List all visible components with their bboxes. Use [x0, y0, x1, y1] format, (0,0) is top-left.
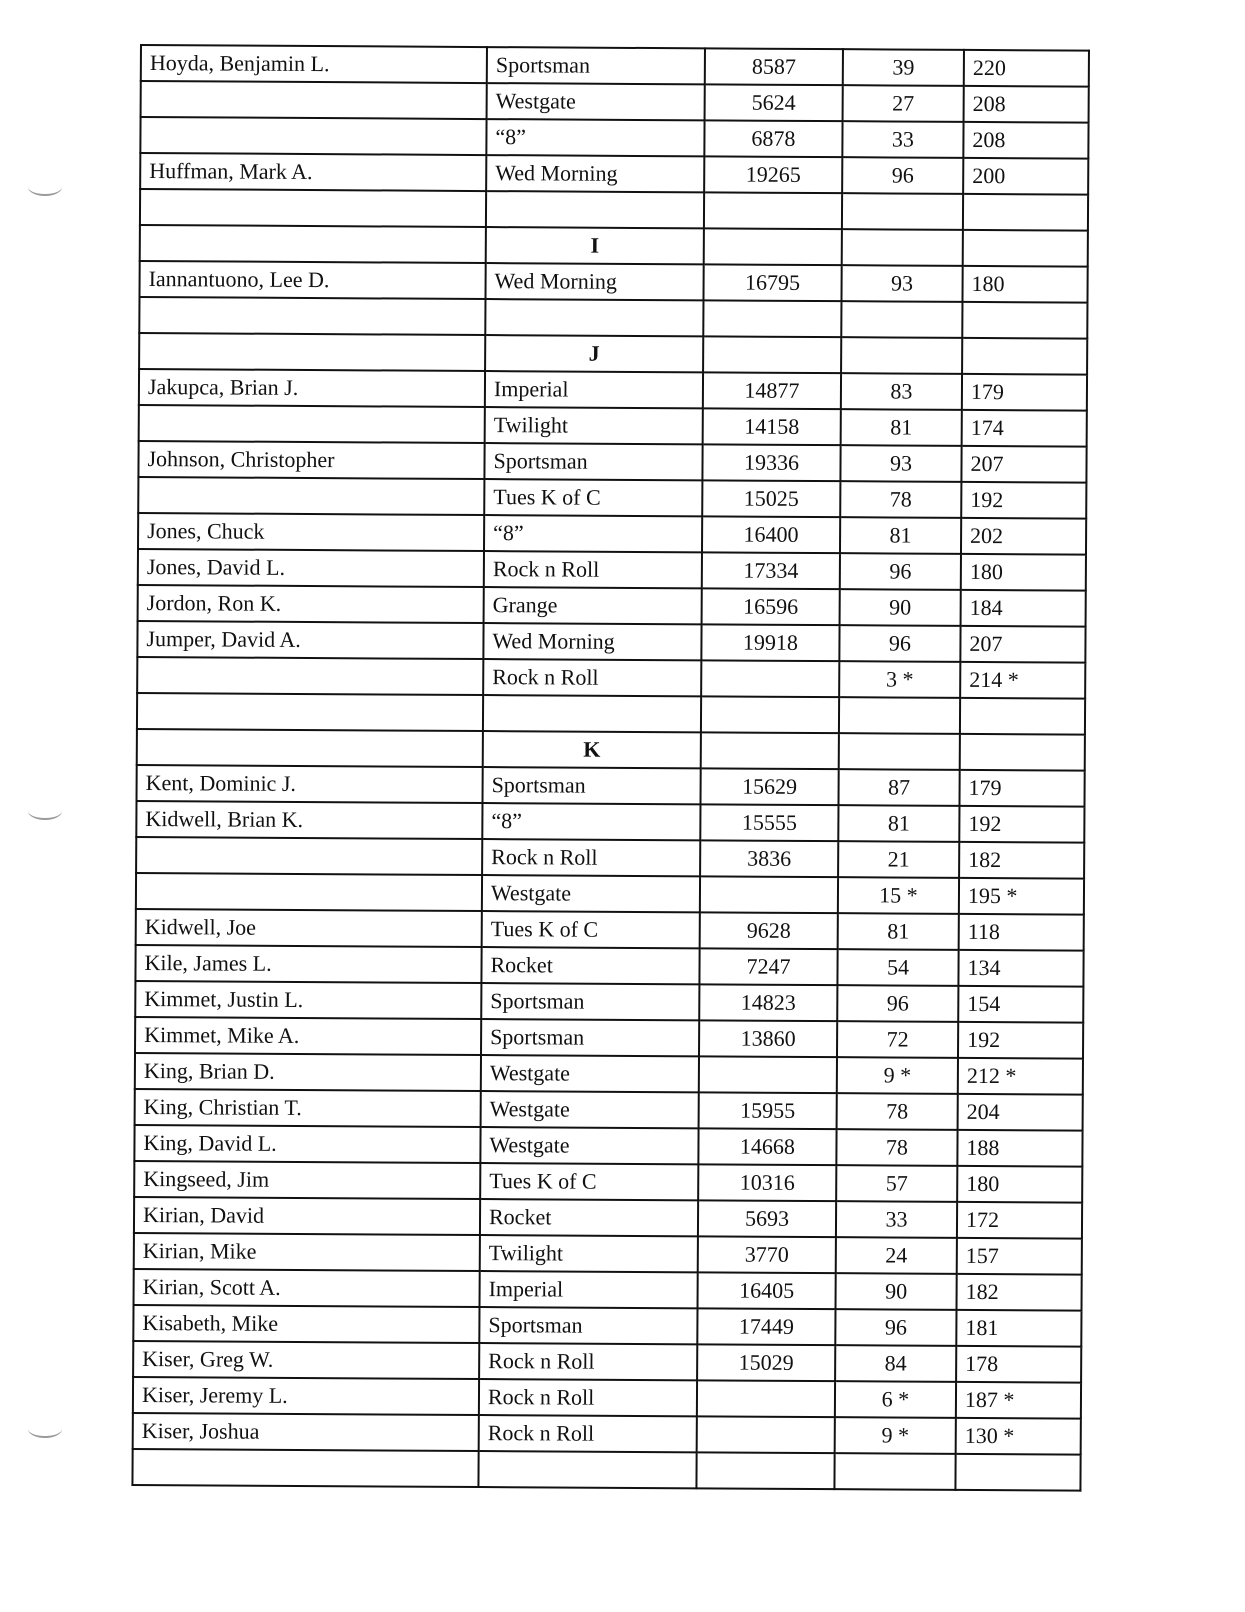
table-row	[139, 369, 1087, 411]
league-cell: Grange	[484, 587, 702, 624]
total-pins-cell	[704, 228, 842, 265]
average-cell: 200	[963, 158, 1088, 195]
bowler-name-cell: Hoyda, Benjamin L.	[141, 45, 487, 83]
bowler-name-cell: Kidwell, Joe	[136, 909, 482, 947]
league-cell: Sportsman	[479, 1307, 697, 1344]
total-pins-cell	[697, 1380, 835, 1417]
games-cell: 33	[842, 121, 963, 158]
table-row	[137, 765, 1085, 807]
bowler-name-cell: Huffman, Mark A.	[140, 153, 486, 191]
league-cell: Rock n Roll	[479, 1415, 697, 1452]
bowler-name-cell: Jakupca, Brian J.	[139, 369, 485, 407]
table-row	[139, 405, 1087, 447]
total-pins-cell: 15555	[700, 804, 838, 841]
average-cell	[963, 230, 1088, 267]
games-cell: 96	[837, 985, 958, 1022]
average-cell: 134	[958, 950, 1083, 987]
average-cell: 208	[963, 122, 1088, 159]
table-row	[135, 945, 1083, 987]
league-cell	[486, 191, 704, 228]
league-cell: Sportsman	[484, 443, 702, 480]
bowler-name-cell: King, Brian D.	[135, 1053, 481, 1091]
bowler-name-cell	[139, 333, 485, 371]
league-cell: Rock n Roll	[484, 551, 702, 588]
bowler-name-cell: King, Christian T.	[135, 1089, 481, 1127]
average-cell: 214 *	[960, 662, 1085, 699]
league-cell: “8”	[482, 803, 700, 840]
table-row	[137, 693, 1085, 735]
average-cell: 192	[958, 1022, 1083, 1059]
total-pins-cell: 5693	[698, 1200, 836, 1237]
league-cell: Rock n Roll	[483, 659, 701, 696]
league-cell: Rock n Roll	[479, 1343, 697, 1380]
bowler-name-cell: Kirian, Mike	[134, 1233, 480, 1271]
average-cell: 184	[961, 590, 1086, 627]
games-cell: 81	[838, 913, 959, 950]
bowler-name-cell	[137, 657, 483, 695]
games-cell: 72	[837, 1021, 958, 1058]
table-row	[133, 1413, 1081, 1455]
total-pins-cell	[701, 660, 839, 697]
average-cell: 212 *	[958, 1058, 1083, 1095]
bowler-name-cell: Iannantuono, Lee D.	[139, 261, 485, 299]
games-cell: 21	[838, 841, 959, 878]
table-row	[135, 981, 1083, 1023]
average-cell: 207	[961, 446, 1086, 483]
table-row	[136, 909, 1084, 951]
table-row	[140, 225, 1088, 267]
bowler-name-cell: Kidwell, Brian K.	[136, 801, 482, 839]
league-cell	[485, 299, 703, 336]
average-cell: 118	[959, 914, 1084, 951]
table-row	[135, 1017, 1083, 1059]
games-cell: 90	[840, 589, 961, 626]
average-cell: 130 *	[956, 1418, 1081, 1455]
bowler-name-cell: Kiser, Joshua	[133, 1413, 479, 1451]
table-row	[135, 1053, 1083, 1095]
total-pins-cell: 14158	[703, 408, 841, 445]
games-cell	[842, 193, 963, 230]
games-cell: 3 *	[839, 661, 960, 698]
league-cell: Tues K of C	[484, 479, 702, 516]
total-pins-cell: 19336	[702, 444, 840, 481]
total-pins-cell: 15629	[700, 768, 838, 805]
bowler-name-cell	[136, 837, 482, 875]
games-cell: 93	[840, 445, 961, 482]
bowler-name-cell	[140, 117, 486, 155]
table-row	[139, 333, 1087, 375]
bowler-name-cell	[139, 405, 485, 443]
table-row	[134, 1161, 1082, 1203]
games-cell: 33	[836, 1201, 957, 1238]
section-letter-heading: I	[486, 227, 704, 264]
games-cell	[834, 1453, 955, 1490]
league-cell	[478, 1451, 696, 1488]
table-row	[138, 441, 1086, 483]
total-pins-cell	[701, 696, 839, 733]
table-row	[139, 297, 1087, 339]
total-pins-cell: 3770	[698, 1236, 836, 1273]
punch-hole-mark	[28, 1420, 62, 1438]
bowler-name-cell	[136, 873, 482, 911]
games-cell: 24	[836, 1237, 957, 1274]
section-letter-heading: K	[483, 731, 701, 768]
bowler-name-cell: Kisabeth, Mike	[133, 1305, 479, 1343]
bowler-name-cell: Kimmet, Mike A.	[135, 1017, 481, 1055]
games-cell: 78	[840, 481, 961, 518]
bowler-name-cell: King, David L.	[134, 1125, 480, 1163]
bowler-name-cell	[140, 189, 486, 227]
table-row	[136, 801, 1084, 843]
average-cell	[955, 1454, 1080, 1491]
total-pins-cell: 16795	[703, 264, 841, 301]
table-row	[137, 729, 1085, 771]
games-cell	[841, 337, 962, 374]
bowler-name-cell: Kirian, Scott A.	[134, 1269, 480, 1307]
games-cell: 96	[835, 1309, 956, 1346]
games-cell: 39	[843, 49, 964, 86]
table-row	[138, 549, 1086, 591]
table-row	[140, 153, 1088, 195]
league-cell: Rock n Roll	[482, 839, 700, 876]
total-pins-cell	[700, 876, 838, 913]
total-pins-cell: 17449	[697, 1308, 835, 1345]
average-cell: 174	[962, 410, 1087, 447]
games-cell	[839, 697, 960, 734]
bowler-name-cell: Kingseed, Jim	[134, 1161, 480, 1199]
league-cell: Twilight	[480, 1235, 698, 1272]
bowler-name-cell	[141, 81, 487, 119]
total-pins-cell	[696, 1452, 834, 1489]
total-pins-cell: 13860	[699, 1020, 837, 1057]
bowler-roster-table	[131, 44, 1090, 1492]
total-pins-cell: 19265	[704, 156, 842, 193]
league-cell: “8”	[486, 119, 704, 156]
games-cell: 93	[841, 265, 962, 302]
total-pins-cell: 14668	[698, 1128, 836, 1165]
league-cell: Tues K of C	[482, 911, 700, 948]
games-cell: 81	[838, 805, 959, 842]
total-pins-cell	[704, 192, 842, 229]
total-pins-cell	[701, 732, 839, 769]
games-cell: 81	[841, 409, 962, 446]
total-pins-cell: 17334	[702, 552, 840, 589]
bowler-name-cell: Kimmet, Justin L.	[135, 981, 481, 1019]
league-cell: Westgate	[481, 1091, 699, 1128]
league-cell: Rocket	[480, 1199, 698, 1236]
total-pins-cell: 14823	[699, 984, 837, 1021]
games-cell	[841, 301, 962, 338]
table-row	[141, 45, 1089, 87]
games-cell: 15 *	[838, 877, 959, 914]
average-cell: 195 *	[959, 878, 1084, 915]
games-cell: 54	[837, 949, 958, 986]
average-cell: 154	[958, 986, 1083, 1023]
average-cell: 192	[961, 482, 1086, 519]
games-cell: 84	[835, 1345, 956, 1382]
average-cell: 157	[957, 1238, 1082, 1275]
table-row	[138, 477, 1086, 519]
games-cell: 57	[836, 1165, 957, 1202]
games-cell: 78	[836, 1129, 957, 1166]
league-cell: Westgate	[481, 1055, 699, 1092]
average-cell: 220	[964, 50, 1089, 87]
league-cell: Westgate	[487, 83, 705, 120]
average-cell: 180	[962, 266, 1087, 303]
average-cell: 180	[957, 1166, 1082, 1203]
bowler-name-cell	[137, 729, 483, 767]
league-cell: Sportsman	[481, 1019, 699, 1056]
total-pins-cell	[697, 1416, 835, 1453]
bowler-name-cell: Jones, Chuck	[138, 513, 484, 551]
total-pins-cell: 16405	[698, 1272, 836, 1309]
average-cell: 187 *	[956, 1382, 1081, 1419]
table-row	[138, 585, 1086, 627]
games-cell: 83	[841, 373, 962, 410]
table-row	[140, 189, 1088, 231]
games-cell	[839, 733, 960, 770]
roster-body	[132, 45, 1089, 1491]
bowler-name-cell	[132, 1449, 478, 1487]
league-cell: Tues K of C	[480, 1163, 698, 1200]
bowler-name-cell: Johnson, Christopher	[138, 441, 484, 479]
total-pins-cell: 19918	[701, 624, 839, 661]
total-pins-cell	[699, 1056, 837, 1093]
table-row	[134, 1197, 1082, 1239]
table-row	[135, 1089, 1083, 1131]
table-row	[132, 1449, 1080, 1491]
league-cell: Rocket	[481, 947, 699, 984]
league-cell: “8”	[484, 515, 702, 552]
total-pins-cell: 9628	[700, 912, 838, 949]
table-row	[133, 1377, 1081, 1419]
total-pins-cell	[703, 300, 841, 337]
league-cell: Wed Morning	[485, 263, 703, 300]
average-cell: 188	[957, 1130, 1082, 1167]
total-pins-cell: 14877	[703, 372, 841, 409]
league-cell	[483, 695, 701, 732]
total-pins-cell: 7247	[699, 948, 837, 985]
section-letter-heading: J	[485, 335, 703, 372]
average-cell	[960, 734, 1085, 771]
bowler-name-cell: Kiser, Greg W.	[133, 1341, 479, 1379]
average-cell	[962, 338, 1087, 375]
bowler-name-cell: Kirian, David	[134, 1197, 480, 1235]
total-pins-cell: 8587	[705, 48, 843, 85]
table-row	[137, 657, 1085, 699]
average-cell	[960, 698, 1085, 735]
average-cell: 179	[962, 374, 1087, 411]
bowler-name-cell	[140, 225, 486, 263]
average-cell: 182	[957, 1274, 1082, 1311]
games-cell: 87	[838, 769, 959, 806]
games-cell: 6 *	[835, 1381, 956, 1418]
league-cell: Imperial	[485, 371, 703, 408]
table-row	[133, 1305, 1081, 1347]
average-cell: 207	[960, 626, 1085, 663]
games-cell: 96	[842, 157, 963, 194]
games-cell: 96	[840, 553, 961, 590]
total-pins-cell: 3836	[700, 840, 838, 877]
league-cell: Wed Morning	[486, 155, 704, 192]
games-cell: 96	[839, 625, 960, 662]
average-cell: 179	[959, 770, 1084, 807]
average-cell	[962, 302, 1087, 339]
table-row	[137, 621, 1085, 663]
games-cell: 90	[836, 1273, 957, 1310]
games-cell: 9 *	[835, 1417, 956, 1454]
bowler-name-cell	[138, 477, 484, 515]
total-pins-cell: 16596	[702, 588, 840, 625]
table-row	[138, 513, 1086, 555]
table-row	[139, 261, 1087, 303]
table-row	[133, 1341, 1081, 1383]
table-row	[134, 1269, 1082, 1311]
average-cell	[963, 194, 1088, 231]
total-pins-cell	[703, 336, 841, 373]
games-cell: 27	[843, 85, 964, 122]
table-row	[140, 117, 1088, 159]
punch-hole-mark	[28, 802, 62, 820]
table-row	[136, 837, 1084, 879]
average-cell: 202	[961, 518, 1086, 555]
bowler-name-cell: Kent, Dominic J.	[137, 765, 483, 803]
total-pins-cell: 10316	[698, 1164, 836, 1201]
league-cell: Imperial	[480, 1271, 698, 1308]
league-cell: Rock n Roll	[479, 1379, 697, 1416]
bowler-name-cell: Jumper, David A.	[137, 621, 483, 659]
league-cell: Westgate	[482, 875, 700, 912]
table-row	[141, 81, 1089, 123]
table-row	[134, 1233, 1082, 1275]
table-row	[136, 873, 1084, 915]
bowler-name-cell: Kile, James L.	[135, 945, 481, 983]
total-pins-cell: 16400	[702, 516, 840, 553]
bowler-name-cell: Jones, David L.	[138, 549, 484, 587]
average-cell: 204	[958, 1094, 1083, 1131]
average-cell: 192	[959, 806, 1084, 843]
average-cell: 208	[964, 86, 1089, 123]
total-pins-cell: 15029	[697, 1344, 835, 1381]
total-pins-cell: 15025	[702, 480, 840, 517]
average-cell: 172	[957, 1202, 1082, 1239]
bowler-name-cell	[139, 297, 485, 335]
average-cell: 181	[956, 1310, 1081, 1347]
roster-sheet	[131, 44, 1090, 1492]
games-cell: 81	[840, 517, 961, 554]
games-cell: 9 *	[837, 1057, 958, 1094]
average-cell: 178	[956, 1346, 1081, 1383]
bowler-name-cell	[137, 693, 483, 731]
bowler-name-cell: Kiser, Jeremy L.	[133, 1377, 479, 1415]
games-cell: 78	[837, 1093, 958, 1130]
total-pins-cell: 15955	[699, 1092, 837, 1129]
league-cell: Wed Morning	[483, 623, 701, 660]
league-cell: Twilight	[485, 407, 703, 444]
games-cell	[842, 229, 963, 266]
league-cell: Sportsman	[483, 767, 701, 804]
bowler-name-cell: Jordon, Ron K.	[138, 585, 484, 623]
total-pins-cell: 6878	[704, 120, 842, 157]
average-cell: 180	[961, 554, 1086, 591]
punch-hole-mark	[28, 178, 62, 196]
league-cell: Sportsman	[481, 983, 699, 1020]
table-row	[134, 1125, 1082, 1167]
league-cell: Westgate	[480, 1127, 698, 1164]
average-cell: 182	[959, 842, 1084, 879]
total-pins-cell: 5624	[705, 84, 843, 121]
league-cell: Sportsman	[487, 47, 705, 84]
